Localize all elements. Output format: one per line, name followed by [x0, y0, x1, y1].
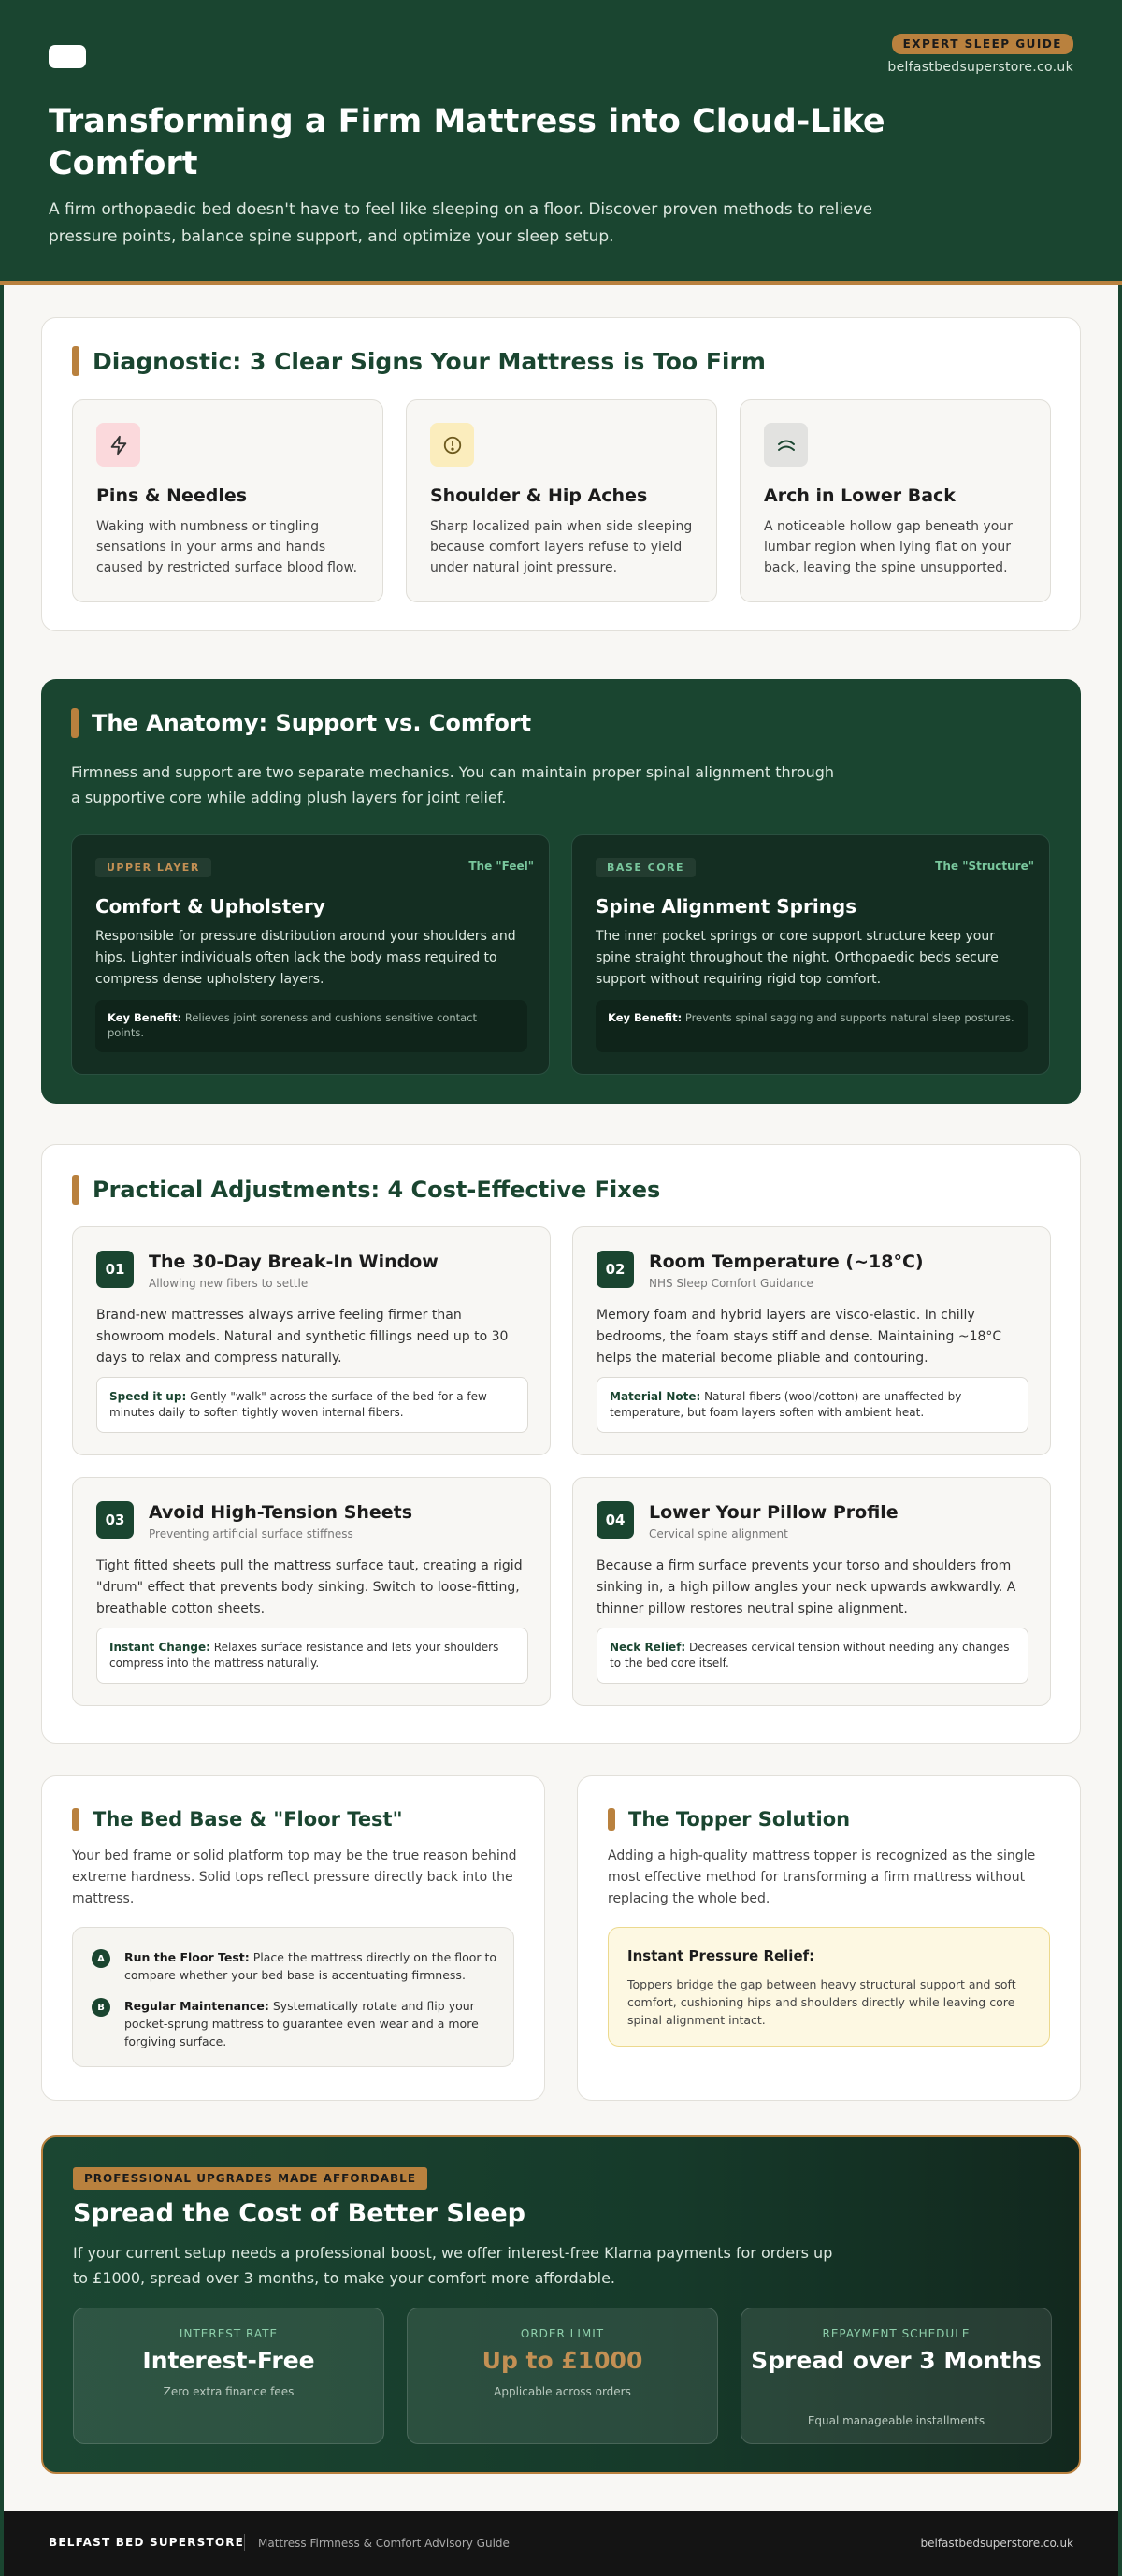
adjustment-card	[72, 1226, 551, 1455]
stat-order-limit	[407, 2308, 718, 2444]
stat-repayment-schedule	[741, 2308, 1052, 2444]
title-accent-bar	[71, 708, 79, 738]
adjustment-tip	[96, 1377, 528, 1433]
adjustment-subtitle: Preventing artificial surface stiffness	[149, 1527, 353, 1541]
stat-value: Up to £1000	[482, 2347, 643, 2374]
adjustment-card	[572, 1477, 1051, 1706]
adjustments-title-text: Practical Adjustments: 4 Cost-Effective Fixes	[93, 1177, 661, 1203]
hero-intro: A firm orthopaedic bed doesn't have to feel like sleeping on a floor. Discover proven methods to relieve pressure points, balance spine support, and optimize your sleep setup.	[49, 200, 873, 246]
list-item	[92, 1997, 503, 2050]
footer-brand: BELFAST BED SUPERSTORE	[49, 2536, 245, 2549]
diagnostic-title	[72, 346, 766, 376]
adjustment-subtitle: Cervical spine alignment	[649, 1527, 788, 1541]
step-text	[124, 1948, 503, 1984]
diagnostic-item	[740, 399, 1051, 602]
adjustments-title	[72, 1175, 660, 1205]
layer-tag: BASE CORE	[596, 858, 696, 877]
adjustment-title: The 30-Day Break-In Window	[149, 1252, 439, 1272]
adjustment-description: Tight fitted sheets pull the mattress surface taut, creating a rigid "drum" effect that prevents body sinking. Switch to loose-fitting, breathable cotton sheets.	[96, 1558, 523, 1616]
support-core-card	[571, 834, 1050, 1075]
adjustment-description: Because a firm surface prevents your torso and shoulders from sinking in, a high pillow angles your neck upwards awkwardly. A thinner pillow restores neutral spine alignment.	[597, 1558, 1016, 1616]
adjustment-card	[572, 1226, 1051, 1455]
key-benefit	[596, 1000, 1028, 1052]
diagnostic-item-title: Arch in Lower Back	[764, 485, 956, 506]
tip-text: Gently "walk" across the surface of the bed for a few minutes daily to soften tightly woven internal fibers.	[109, 1390, 487, 1419]
step-text	[124, 1997, 503, 2050]
key-benefit	[95, 1000, 527, 1052]
adjustments-section	[41, 1144, 1081, 1744]
key-benefit-label: Key Benefit:	[608, 1011, 683, 1024]
tip-label: Neck Relief:	[610, 1641, 686, 1654]
title-accent-bar	[72, 1808, 79, 1831]
tip-label: Material Note:	[610, 1390, 701, 1403]
page-title: Transforming a Firm Mattress into Cloud-Like Comfort	[49, 103, 885, 182]
comfort-layer-card	[71, 834, 550, 1075]
adjustment-tip	[96, 1628, 528, 1684]
lightning-icon	[96, 423, 140, 467]
adjustment-tip	[597, 1377, 1028, 1433]
alert-circle-icon	[430, 423, 474, 467]
footer-site-link[interactable]: belfastbedsuperstore.co.uk	[920, 2537, 1073, 2550]
relief-title: Instant Pressure Relief:	[627, 1947, 815, 1964]
step-label: Regular Maintenance:	[124, 1999, 269, 2013]
adjustment-tip	[597, 1628, 1028, 1684]
key-benefit-label: Key Benefit:	[108, 1011, 182, 1024]
footer	[4, 2511, 1118, 2576]
layer-note: The "Feel"	[468, 860, 534, 873]
diagnostic-item-title: Shoulder & Hip Aches	[430, 485, 648, 506]
step-number: 04	[597, 1501, 634, 1539]
stat-label: INTEREST RATE	[179, 2327, 279, 2340]
adjustment-description: Memory foam and hybrid layers are visco-elastic. In chilly bedrooms, the foam stays stiff and dense. Maintaining ~18°C helps the material become pliable and contouring.	[597, 1308, 1002, 1366]
finance-description: If your current setup needs a professional boost, we offer interest-free Klarna payments for orders up to £1000, spread over 3 months, to make your comfort more affordable.	[73, 2244, 833, 2287]
guide-badge: EXPERT SLEEP GUIDE	[892, 34, 1073, 54]
stat-value: Spread over 3 Months	[751, 2347, 1042, 2374]
topper-title	[608, 1808, 850, 1831]
diagnostic-item-text: Waking with numbness or tingling sensations in your arms and hands caused by restricted surface blood flow.	[96, 519, 358, 575]
layer-description: The inner pocket springs or core support structure keep your spine straight throughout the night. Orthopaedic beds secure support without requiring rigid top comfort.	[596, 929, 999, 987]
anatomy-title-text: The Anatomy: Support vs. Comfort	[92, 710, 532, 736]
layer-description: Responsible for pressure distribution around your shoulders and hips. Lighter individuals often lack the body mass required to compress dense upholstery layers.	[95, 929, 516, 987]
stat-interest-rate	[73, 2308, 384, 2444]
layer-title: Spine Alignment Springs	[596, 895, 857, 918]
anatomy-section	[41, 679, 1081, 1104]
topper-description: Adding a high-quality mattress topper is recognized as the single most effective method for transforming a firm mattress without replacing the whole bed.	[608, 1848, 1036, 1906]
step-badge: B	[92, 1998, 110, 2017]
adjustment-card	[72, 1477, 551, 1706]
title-accent-bar	[72, 1175, 79, 1205]
brand-logo[interactable]	[49, 45, 86, 68]
finance-title: Spread the Cost of Better Sleep	[73, 2199, 526, 2228]
tip-text: Decreases cervical tension without needing any changes to the bed core itself.	[610, 1641, 1010, 1670]
step-number: 01	[96, 1251, 134, 1288]
title-accent-bar	[72, 346, 79, 376]
adjustment-subtitle: NHS Sleep Comfort Guidance	[649, 1277, 813, 1290]
stat-note: Applicable across orders	[494, 2385, 631, 2398]
bed-base-title	[72, 1808, 403, 1831]
layer-note: The "Structure"	[935, 860, 1034, 873]
bed-base-description: Your bed frame or solid platform top may be the true reason behind extreme hardness. Solid tops reflect pressure directly back into the mattress.	[72, 1848, 517, 1906]
stat-label: ORDER LIMIT	[520, 2327, 605, 2340]
main-content	[4, 285, 1118, 2511]
step-body: Place the mattress directly on the floor to compare whether your bed base is accentuating firmness.	[124, 1950, 497, 1982]
diagnostic-item	[72, 399, 383, 602]
step-number: 02	[597, 1251, 634, 1288]
diagnostic-title-text: Diagnostic: 3 Clear Signs Your Mattress is Too Firm	[93, 347, 766, 375]
diagnostic-item-title: Pins & Needles	[96, 485, 248, 506]
adjustment-title: Lower Your Pillow Profile	[649, 1502, 899, 1523]
stat-value: Interest-Free	[142, 2347, 315, 2374]
anatomy-title	[71, 708, 531, 738]
list-item	[92, 1948, 503, 1984]
tip-text: Natural fibers (wool/cotton) are unaffected by temperature, but foam layers soften with ambient heat.	[610, 1390, 962, 1419]
adjustment-subtitle: Allowing new fibers to settle	[149, 1277, 309, 1290]
adjustment-title: Avoid High-Tension Sheets	[149, 1502, 413, 1523]
key-benefit-text: Prevents spinal sagging and supports natural sleep postures.	[684, 1011, 1014, 1024]
topper-title-text: The Topper Solution	[628, 1808, 851, 1831]
step-body: Systematically rotate and flip your pocket-sprung mattress to guarantee even wear and a more forgiving surface.	[124, 1999, 479, 2048]
footer-divider	[244, 2534, 245, 2551]
diagnostic-item	[406, 399, 717, 602]
hero-meta	[887, 34, 1073, 75]
diagnostic-item-text: A noticeable hollow gap beneath your lumbar region when lying flat on your back, leaving the spine unsupported.	[764, 519, 1013, 575]
topper-section	[577, 1775, 1081, 2101]
tip-label: Speed it up:	[109, 1390, 187, 1403]
step-number: 03	[96, 1501, 134, 1539]
bed-base-section	[41, 1775, 545, 2101]
stat-label: REPAYMENT SCHEDULE	[822, 2327, 971, 2340]
footer-guide-title: Mattress Firmness & Comfort Advisory Guide	[258, 2537, 510, 2550]
title-accent-bar	[608, 1808, 615, 1831]
bed-base-steps	[72, 1927, 514, 2067]
step-badge: A	[92, 1949, 110, 1968]
hero-header	[0, 0, 1122, 281]
site-url[interactable]: belfastbedsuperstore.co.uk	[887, 60, 1073, 75]
arch-icon	[764, 423, 808, 467]
pressure-relief-callout	[608, 1927, 1050, 2047]
finance-section	[41, 2135, 1081, 2474]
diagnostic-item-text: Sharp localized pain when side sleeping because comfort layers refuse to yield under natural joint pressure.	[430, 519, 693, 575]
anatomy-intro: Firmness and support are two separate mechanics. You can maintain proper spinal alignment through a supportive core while adding plush layers for joint relief.	[71, 763, 835, 806]
layer-title: Comfort & Upholstery	[95, 895, 325, 918]
tip-text: Relaxes surface resistance and lets your shoulders compress into the mattress naturally.	[109, 1641, 499, 1670]
adjustment-description: Brand-new mattresses always arrive feeling firmer than showroom models. Natural and synthetic fillings need up to 30 days to relax and compress naturally.	[96, 1308, 509, 1366]
key-benefit-text: Relieves joint soreness and cushions sensitive contact points.	[108, 1011, 478, 1039]
bed-base-title-text: The Bed Base & "Floor Test"	[93, 1808, 403, 1831]
stat-note: Equal manageable installments	[807, 2414, 985, 2427]
tip-label: Instant Change:	[109, 1641, 210, 1654]
layer-tag: UPPER LAYER	[95, 858, 211, 877]
stat-note: Zero extra finance fees	[163, 2385, 295, 2398]
adjustment-title: Room Temperature (~18°C)	[649, 1252, 924, 1272]
step-label: Run the Floor Test:	[124, 1950, 250, 1964]
relief-text: Toppers bridge the gap between heavy structural support and soft comfort, cushioning hips and shoulders directly while leaving core spinal alignment intact.	[627, 1977, 1016, 2027]
finance-badge: PROFESSIONAL UPGRADES MADE AFFORDABLE	[73, 2167, 427, 2190]
diagnostic-section	[41, 317, 1081, 631]
